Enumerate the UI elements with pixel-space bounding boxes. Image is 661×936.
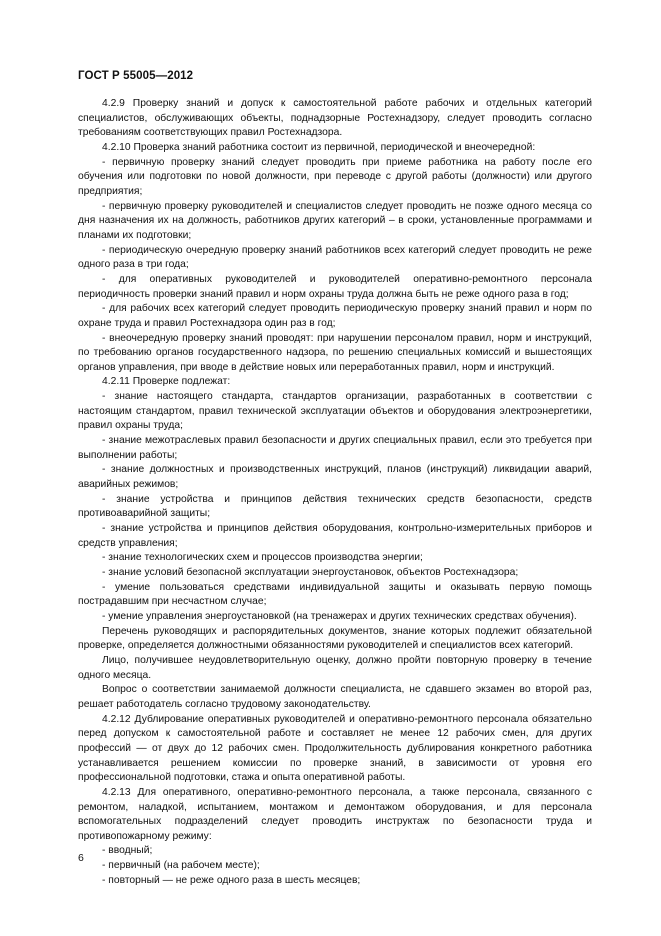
paragraph: Лицо, получившее неудовлетворительную оценку, должно пройти повторную проверку в течение одного месяца. xyxy=(78,654,592,681)
document-header: ГОСТ Р 55005—2012 xyxy=(78,70,194,82)
list-item: - умение управления энергоустановкой (на тренажерах и других технических средствах обучения). xyxy=(102,610,577,622)
paragraph-4-2-12: 4.2.12 Дублирование оперативных руководителей и оперативно-ремонтного персонала обязательно перед допуском к самостоятельной работе и составляет не менее 12 рабочих смен, для других профессий — от двух до 12 рабочих смен. Продолжительность дублирования конкретного работника устанавливается решением комиссии по проверке знаний, в зависимости от уровня его профессиональной подготовки, стажа и опыта оперативной работы. xyxy=(78,713,592,784)
list-item: - знание технологических схем и процессов производства энергии; xyxy=(102,552,423,564)
list-item: - первичный (на рабочем месте); xyxy=(102,860,260,872)
paragraph-4-2-9: 4.2.9 Проверку знаний и допуск к самостоятельной работе рабочих и отдельных категорий специалистов, обслуживающих объекты, поднадзорные Ростехнадзору, следует проводить согласно требованиям соответствующих правил Ростехнадзора. xyxy=(78,98,592,139)
list-item: - знание устройства и принципов действия оборудования, контрольно-измерительных приборов и средств управления; xyxy=(78,523,592,549)
list-item: - знание межотраслевых правил безопасности и других специальных правил, если это требуется при выполнении работы; xyxy=(78,435,592,461)
paragraph: Перечень руководящих и распорядительных документов, знание которых подлежит обязательной проверке, определяется должностными обязанностями руководителей и специалистов всех категорий. xyxy=(78,625,592,652)
list-item: - повторный — не реже одного раза в шесть месяцев; xyxy=(102,874,361,886)
list-item: - знание устройства и принципов действия технических средств безопасности, средств противоаварийной защиты; xyxy=(78,493,592,520)
list-item: - первичную проверку знаний следует проводить при приеме работника на работу после его обучения или подготовки по новой должности, при переводе с другой работы (должности) или другого предприятия; xyxy=(78,156,592,197)
document-body xyxy=(78,97,592,888)
list-item: - умение пользоваться средствами индивидуальной защиты и оказывать первую помощь пострадавшим при несчастном случае; xyxy=(78,581,592,608)
list-item: - для оперативных руководителей и руководителей оперативно-ремонтного персонала периодичность проверки знаний правил и норм охраны труда должна быть не реже одного раза в год; xyxy=(78,273,592,300)
list-item: - знание условий безопасной эксплуатации энергоустановок, объектов Ростехнадзора; xyxy=(102,567,519,578)
list-item: - первичную проверку руководителей и специалистов следует проводить не позже одного месяца со дня назначения их на должность, работников других категорий – в сроки, установленные программами и планами их подготовки; xyxy=(78,200,592,241)
paragraph: Вопрос о соответствии занимаемой должности специалиста, не сдавшего экзамен во второй раз, решает работодатель согласно трудовому законодательству. xyxy=(78,684,592,710)
list-item: - для рабочих всех категорий следует проводить периодическую проверку знаний правил и норм по охране труда и правил Ростехнадзора один раз в год; xyxy=(78,303,592,329)
list-item: - внеочередную проверку знаний проводят: при нарушении персоналом правил, норм и инструкций, по требованию органов государственного надзора, по решению специальных комиссий и вышестоящих органов управления, при вводе в действие новых или переработанных правил, норм и инструкций. xyxy=(78,332,592,373)
page-number: 6 xyxy=(78,852,84,864)
list-item: - вводный; xyxy=(102,845,153,857)
paragraph-4-2-11: 4.2.11 Проверке подлежат: xyxy=(102,376,231,388)
paragraph-4-2-13: 4.2.13 Для оперативного, оперативно-ремонтного персонала, а также персонала, связанного с ремонтом, наладкой, испытанием, монтажом и демонтажом оборудования, и для персонала вспомогательных подразделений следует проводить инструктаж по безопасности труда и противопожарному режиму: xyxy=(78,786,592,842)
list-item: - знание настоящего стандарта, стандартов организации, разработанных в соответствии с настоящим стандартом, правил технической эксплуатации объектов и оборудования электроэнергетики, правил охраны труда; xyxy=(78,391,592,432)
list-item: - периодическую очередную проверку знаний работников всех категорий следует проводить не реже одного раза в три года; xyxy=(78,244,592,271)
list-item: - знание должностных и производственных инструкций, планов (инструкций) ликвидации аварий, аварийных режимов; xyxy=(78,464,592,491)
paragraph-4-2-10: 4.2.10 Проверка знаний работника состоит из первичной, периодической и внеочередной: xyxy=(102,141,536,153)
